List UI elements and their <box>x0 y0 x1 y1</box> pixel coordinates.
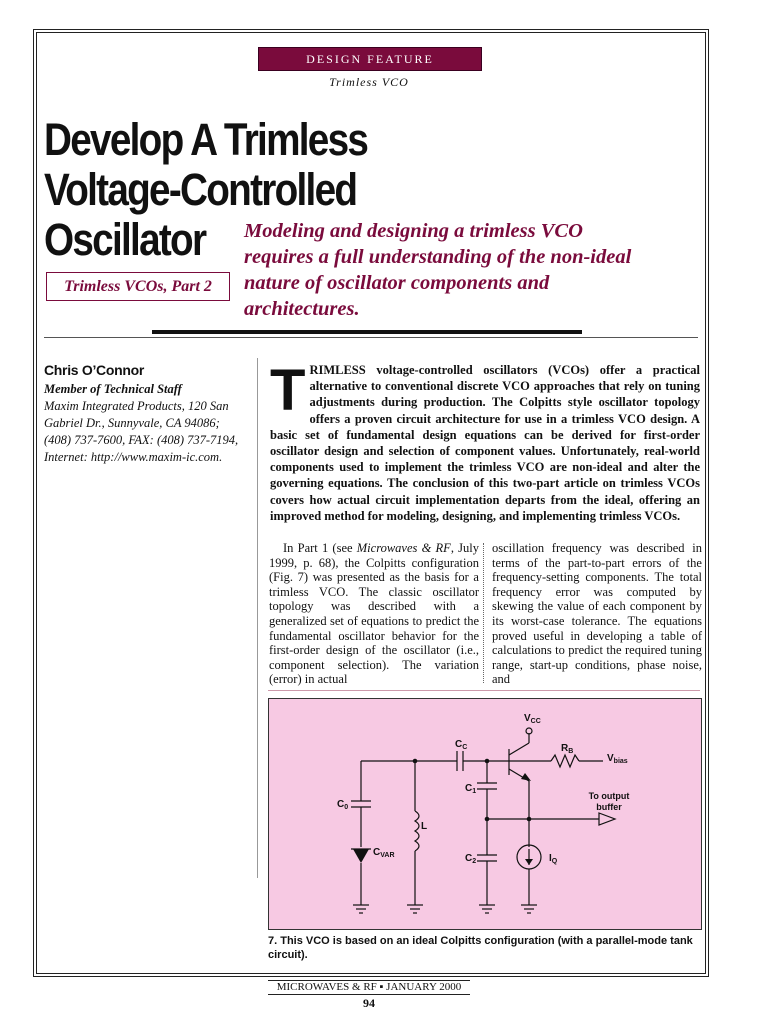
address-line: Maxim Integrated Products, 120 San <box>44 399 229 413</box>
output-label: buffer <box>596 802 622 812</box>
iq-label: $I_Q$ <box>549 853 558 865</box>
vbias-label: $V_{bias}$ <box>607 753 628 765</box>
c0-label: $C_0$ <box>337 799 349 811</box>
section-subtitle: Trimless VCO <box>329 75 409 89</box>
publication-footer: MICROWAVES & RF ▪ JANUARY 2000 <box>268 980 470 995</box>
column-divider <box>483 543 485 683</box>
output-label: To output <box>588 791 630 801</box>
address-line: (408) 737-7600, FAX: (408) 737-7194, <box>44 433 239 447</box>
figure-caption: 7. This VCO is based on an ideal Colpitts configuration (with a parallel-mode tank circuit). <box>268 935 693 961</box>
address-line: Gabriel Dr., Sunnyvale, CA 94086; <box>44 416 220 430</box>
figure-schematic <box>268 698 702 930</box>
body-column-2 <box>492 541 702 687</box>
body-text: In Part 1 (see <box>283 541 357 555</box>
title-line: Voltage-Controlled <box>44 164 357 215</box>
rb-label: $R_B$ <box>561 743 574 755</box>
address-line: Internet: http://www.maxim-ic.com. <box>44 450 223 464</box>
c2-label: $C_2$ <box>465 853 477 865</box>
body-text: , July 1999, p. 68), the Colpitts configuration (Fig. 7) was presented as the basis for a trimless VCO. The classic oscillator topology was described with a generalized set of equations to predict the fundamental oscillator behavior for the first-order design of the oscillator (i.e., component selection). The variation (error) in actual <box>269 541 479 687</box>
lead-paragraph <box>270 358 700 524</box>
title-line: Develop A Trimless <box>44 114 368 165</box>
author-name: Chris O’Connor <box>44 362 145 378</box>
publication-ref: Microwaves & RF <box>356 541 451 555</box>
page-number: 94 <box>363 996 375 1010</box>
title-line: Oscillator <box>44 214 206 265</box>
header-divider <box>44 337 698 338</box>
cc-label: $C_C$ <box>455 739 468 751</box>
body-text: oscillation frequency was described in terms of the part-to-part errors of the frequency-setting components. The total frequency error was computed by skewing the value of each component by its worst-case tolerance. The equations proved useful in developing a table of calculations to predict the required tuning range, start-up conditions, phase noise, and <box>492 541 702 687</box>
lead-text: RIMLESS voltage-controlled oscillators (VCOs) offer a practical alternative to conventional discrete VCO approaches that rely on tuning adjustments during production. The Colpitts style oscillator topology offers a proven circuit architecture for use in a trimless VCO design. A basic set of fundamental design equations can be derived for first-order oscillator design and selection of component values. Unfortunately, real-world components used to implement the trimless VCO are non-ideal and alter the governing equations. The conclusion of this two-part article on trimless VCOs covers how actual circuit implementation departs from the ideal, offering an improved method for modeling, designing, and implementing trimless VCOs. <box>270 363 700 523</box>
author-role: Member of Technical Staff <box>44 382 182 396</box>
figure-rule <box>268 690 700 691</box>
c1-label: $C_1$ <box>465 783 477 795</box>
article-deck: Modeling and designing a trimless VCO requires a full understanding of the non-ideal nature of oscillator components and architectures. <box>244 220 632 320</box>
l-label: L <box>421 821 428 832</box>
author-address <box>44 398 259 466</box>
cvar-label: $C_{VAR}$ <box>373 847 395 859</box>
drop-cap: T <box>270 358 304 423</box>
vcc-label: $V_{CC}$ <box>524 713 541 725</box>
title-rule <box>152 330 582 334</box>
column-rule <box>257 358 258 878</box>
colpitts-schematic <box>269 699 701 929</box>
section-banner: DESIGN FEATURE <box>258 47 482 71</box>
series-label: Trimless VCOs, Part 2 <box>46 272 230 301</box>
body-column-1 <box>269 541 479 687</box>
